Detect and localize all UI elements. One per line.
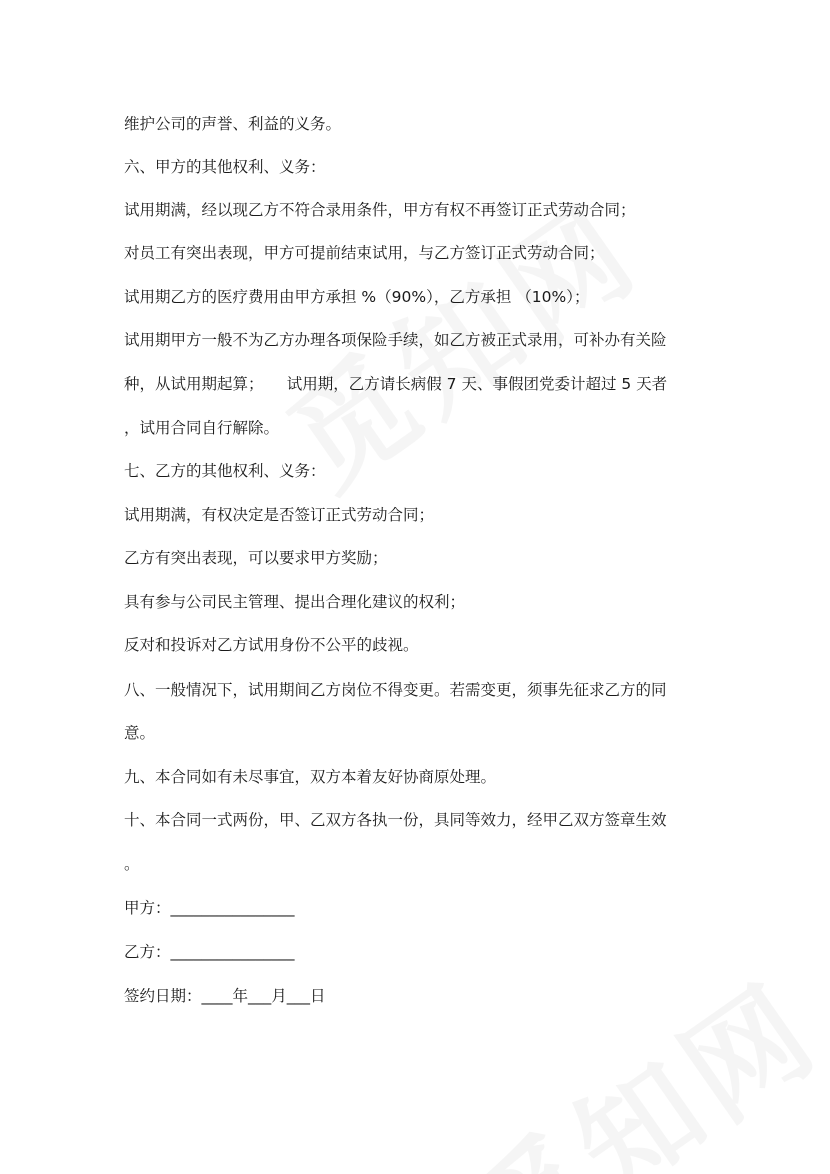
paragraph-line: 试用期满，经以现乙方不符合录用条件，甲方有权不再签订正式劳动合同； <box>124 201 636 219</box>
section-heading-9: 九、本合同如有未尽事宜，双方本着友好协商原处理。 <box>124 768 497 786</box>
section-heading-7: 七、乙方的其他权利、义务： <box>124 462 326 480</box>
section-heading-8: 八、一般情况下，试用期间乙方岗位不得变更。若需变更，须事先征求乙方的同 <box>124 681 667 699</box>
paragraph-line: 种，从试用期起算； 试用期，乙方请长病假 7 天、事假团党委计超过 5 天者 <box>124 375 668 393</box>
party-b-signature-line: 乙方：________________ <box>124 943 295 961</box>
paragraph-line: 对员工有突出表现，甲方可提前结束试用，与乙方签订正式劳动合同； <box>124 244 605 262</box>
section-heading-6: 六、甲方的其他权利、义务： <box>124 158 326 176</box>
paragraph-line: 试用期乙方的医疗费用由甲方承担 %（90%），乙方承担 （10%）； <box>124 288 590 306</box>
paragraph-line: 。 <box>124 855 140 873</box>
paragraph-line: 试用期甲方一般不为乙方办理各项保险手续，如乙方被正式录用，可补办有关险 <box>124 331 667 349</box>
paragraph-line: ，试用合同自行解除。 <box>124 419 280 437</box>
signing-date-line: 签约日期：____年___月___日 <box>124 987 326 1005</box>
paragraph-line: 维护公司的声誉、利益的义务。 <box>124 115 342 133</box>
watermark <box>430 936 830 1174</box>
paragraph-line: 反对和投诉对乙方试用身份不公平的歧视。 <box>124 636 419 654</box>
section-heading-10: 十、本合同一式两份，甲、乙双方各执一份，具同等效力，经甲乙双方签章生效 <box>124 811 667 829</box>
paragraph-line: 乙方有突出表现，可以要求甲方奖励； <box>124 549 388 567</box>
party-a-signature-line: 甲方：________________ <box>124 899 295 917</box>
paragraph-line: 意。 <box>124 724 156 742</box>
paragraph-line: 试用期满，有权决定是否签订正式劳动合同； <box>124 506 435 524</box>
paragraph-line: 具有参与公司民主管理、提出合理化建议的权利； <box>124 593 466 611</box>
